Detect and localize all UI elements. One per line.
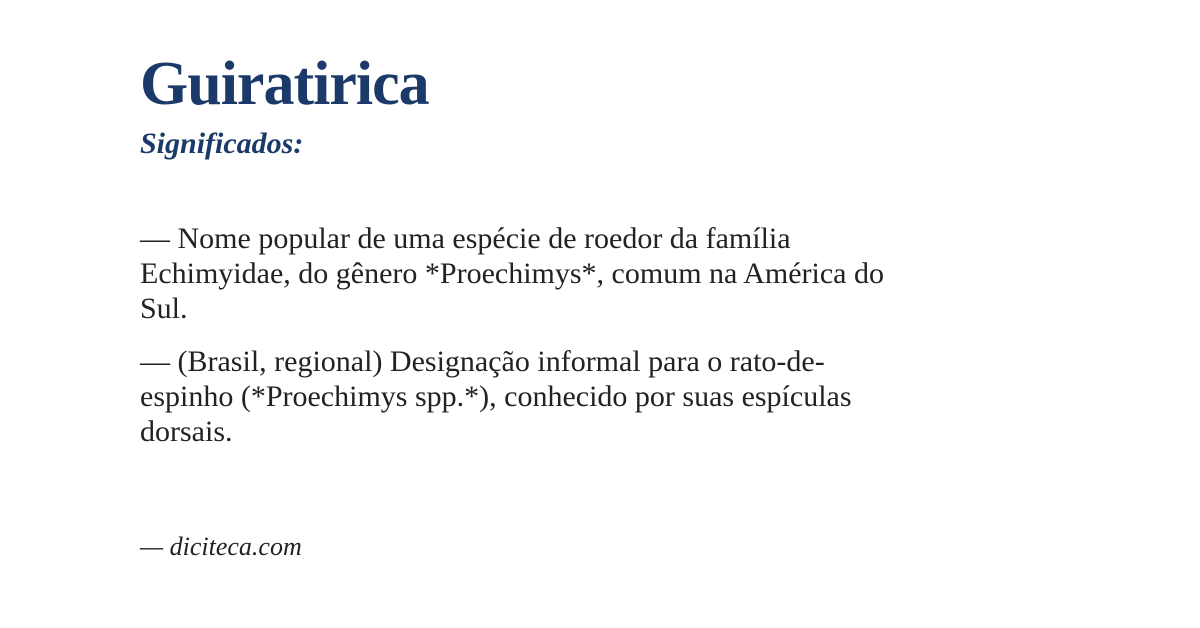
definition-item: — Nome popular de uma espécie de roedor da família Echimyidae, do gênero *Proechimys*, comum na América do Sul. bbox=[140, 222, 884, 325]
subtitle-significados: Significados: bbox=[140, 127, 304, 160]
definition-item: — (Brasil, regional) Designação informal para o rato-de-espinho (*Proechimys spp.*), conhecido por suas espículas dorsais. bbox=[140, 345, 852, 448]
definitions-list bbox=[140, 222, 888, 450]
footer-attribution: — diciteca.com bbox=[140, 532, 302, 561]
page-title: Guiratirica bbox=[140, 50, 429, 118]
